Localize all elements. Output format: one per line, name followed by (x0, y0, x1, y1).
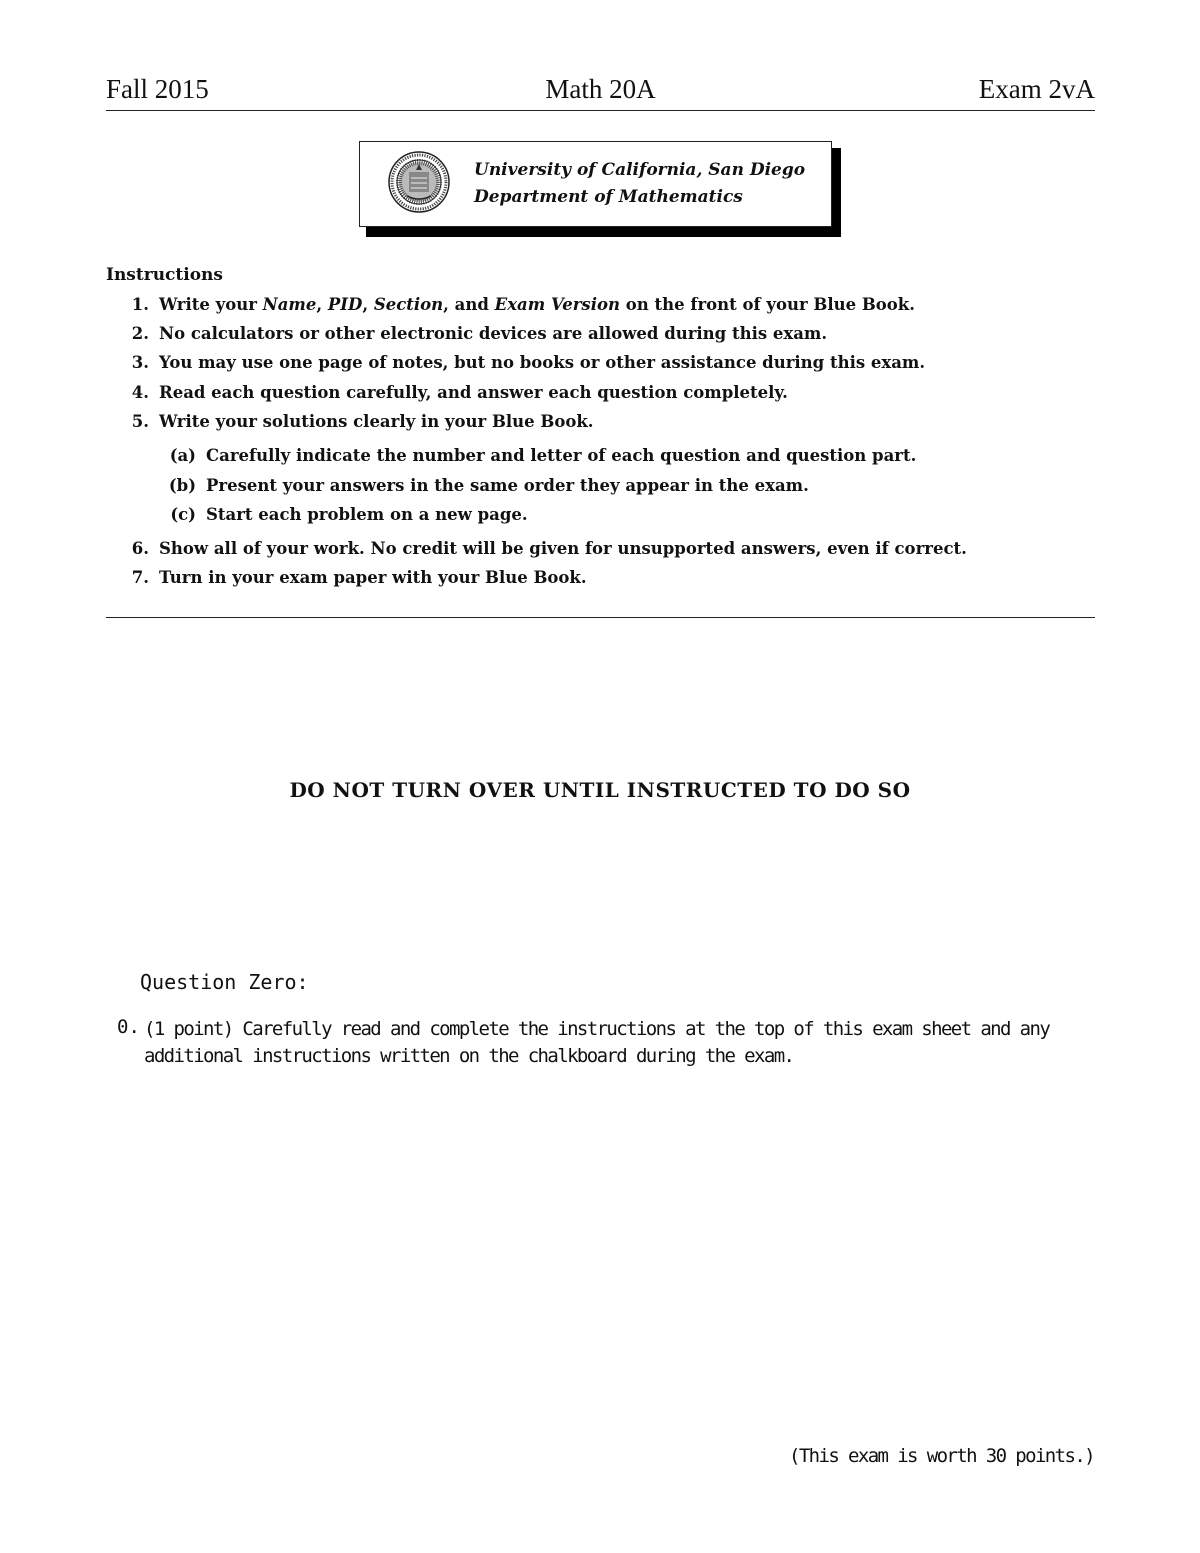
item-text: Write your solutions clearly in your Blue Book. (159, 412, 594, 431)
item-emphasis: Section (373, 295, 444, 314)
item-text: , and (443, 295, 495, 314)
exam-points-note: (This exam is worth 30 points.) (788, 1445, 1094, 1467)
item-text: Show all of your work. No credit will be given for unsupported answers, even if correct. (159, 539, 967, 558)
item-number: 4. (131, 383, 149, 402)
university-name: University of California, San Diego (474, 160, 806, 180)
header-divider (106, 110, 1095, 111)
item-number: 7. (131, 568, 149, 587)
do-not-turn-notice: DO NOT TURN OVER UNTIL INSTRUCTED TO DO SO (289, 778, 911, 802)
item-text: Turn in your exam paper with your Blue Book. (159, 568, 587, 587)
item-text: Write your (159, 295, 263, 314)
item-text: You may use one page of notes, but no books or other assistance during this exam. (159, 353, 926, 372)
instructions-heading: Instructions (106, 265, 223, 285)
item-number: 5. (131, 412, 149, 431)
department-name: Department of Mathematics (474, 187, 743, 207)
department-logo-box (359, 141, 832, 227)
instructions-divider (106, 617, 1095, 618)
item-emphasis: PID (327, 295, 363, 314)
instruction-item (131, 383, 788, 402)
item-number: 6. (131, 539, 149, 558)
item-text: , (316, 295, 328, 314)
term-label: Fall 2015 (106, 74, 209, 104)
subitem-label: (c) (170, 505, 196, 524)
item-number: 2. (131, 324, 149, 343)
page-header (106, 74, 1095, 110)
subitem-text: Carefully indicate the number and letter of each question and question part. (206, 446, 917, 465)
instruction-subitem (169, 446, 917, 465)
instruction-subitem (170, 505, 528, 524)
item-emphasis: Name (262, 295, 317, 314)
subitem-label: (a) (169, 446, 196, 465)
question-zero-heading: Question Zero: (140, 970, 309, 994)
question-number: 0. (117, 1016, 140, 1038)
instruction-item (131, 295, 915, 314)
item-number: 1. (131, 295, 149, 314)
subitem-text: Present your answers in the same order they appear in the exam. (206, 476, 809, 495)
item-number: 3. (131, 353, 149, 372)
instruction-subitem (168, 476, 809, 495)
item-emphasis: Exam Version (494, 295, 620, 314)
ucsd-seal-icon (387, 150, 451, 214)
item-text: Read each question carefully, and answer each question completely. (159, 383, 788, 402)
subitem-text: Start each problem on a new page. (206, 505, 528, 524)
instruction-item (131, 412, 594, 431)
question-zero-text: (1 point) Carefully read and complete the instructions at the top of this exam sheet and any additional instructions written on the chalkboard during the exam. (144, 1018, 1050, 1067)
instruction-item (131, 324, 828, 343)
instruction-item (131, 568, 587, 587)
subitem-label: (b) (168, 476, 196, 495)
instruction-item (131, 353, 926, 372)
item-text: , (362, 295, 374, 314)
item-text: No calculators or other electronic devices are allowed during this exam. (159, 324, 828, 343)
instruction-item (131, 539, 967, 558)
course-label: Math 20A (545, 74, 656, 104)
exam-version-label: Exam 2vA (978, 74, 1095, 104)
item-text: on the front of your Blue Book. (620, 295, 915, 314)
